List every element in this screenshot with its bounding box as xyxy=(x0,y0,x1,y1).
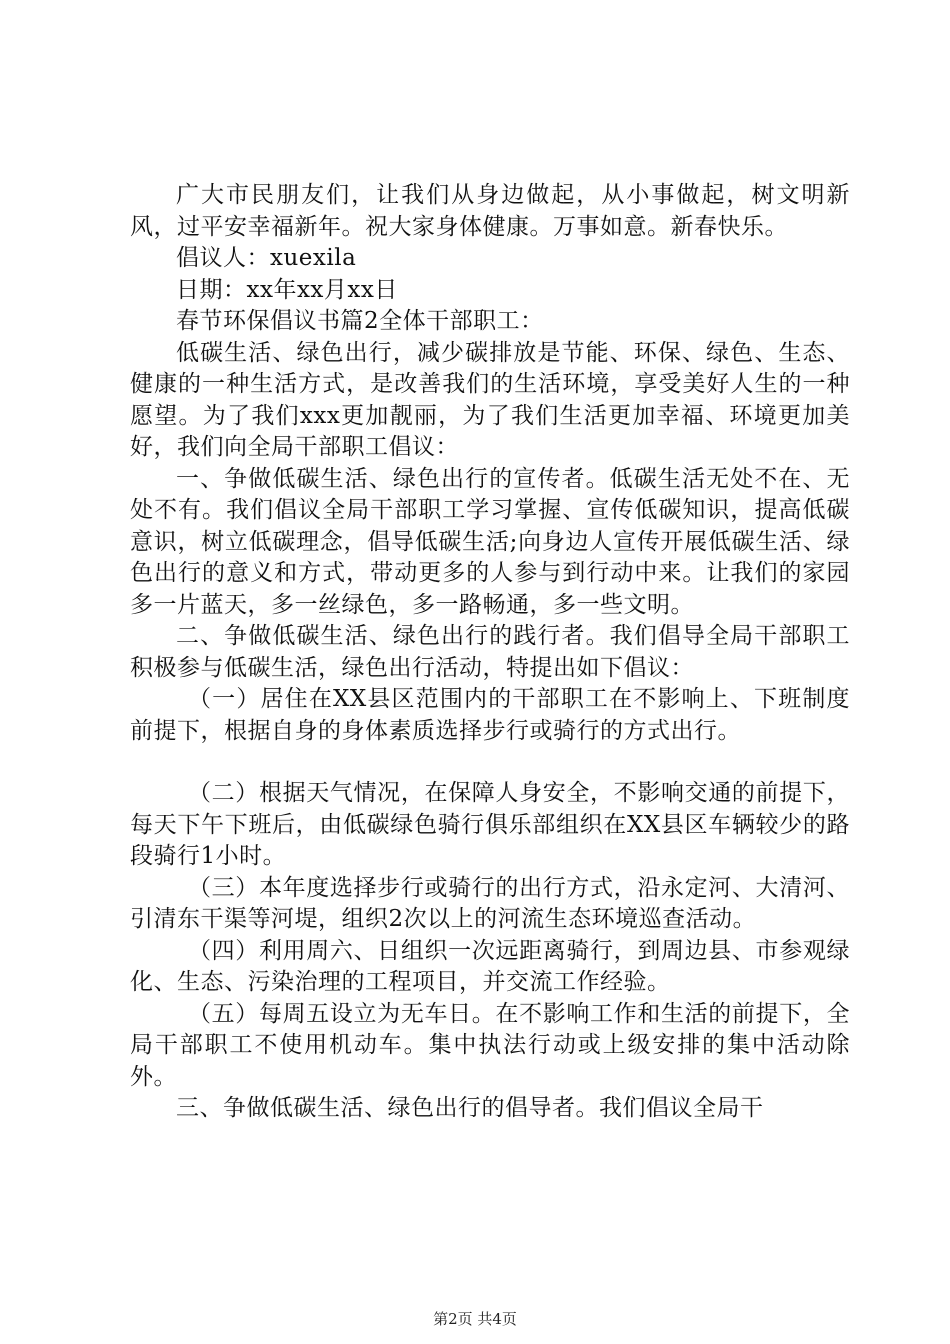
paragraph-subpoint-5: （五）每周五设立为无车日。在不影响工作和生活的前提下，全局干部职工不使用机动车。集中执法行动或上级安排的集中活动除外。 xyxy=(130,1000,850,1090)
paragraph-subpoint-2: （二）根据天气情况，在保障人身安全，不影响交通的前提下，每天下午下班后，由低碳绿色骑行俱乐部组织在XX县区车辆较少的路段骑行1小时。 xyxy=(130,780,850,869)
paragraph-closing-wishes: 广大市民朋友们，让我们从身边做起，从小事做起，树文明新风，过平安幸福新年。祝大家身体健康。万事如意。新春快乐。 xyxy=(130,182,850,240)
paragraph-intro: 低碳生活、绿色出行，减少碳排放是节能、环保、绿色、生态、健康的一种生活方式，是改善我们的生活环境，享受美好人生的一种愿望。为了我们xxx更加靓丽，为了我们生活更加幸福、环境更加美好，我们向全局干部职工倡议： xyxy=(130,339,850,460)
paragraph-point-2: 二、争做低碳生活、绿色出行的践行者。我们倡导全局干部职工积极参与低碳生活，绿色出行活动，特提出如下倡议： xyxy=(130,623,850,681)
document-body xyxy=(130,180,850,1125)
paragraph-article-2-heading: 春节环保倡议书篇2全体干部职工： xyxy=(176,308,544,334)
paragraph-date: 日期：xx年xx月xx日 xyxy=(176,276,398,303)
paragraph-subpoint-4: （四）利用周六、日组织一次远距离骑行，到周边县、市参观绿化、生态、污染治理的工程项目，并交流工作经验。 xyxy=(130,937,850,995)
paragraph-subpoint-3: （三）本年度选择步行或骑行的出行方式，沿永定河、大清河、引清东干渠等河堤，组织2次以上的河流生态环境巡查活动。 xyxy=(130,874,850,932)
page-number-footer: 第2页 共4页 xyxy=(433,1310,517,1328)
paragraph-proposer: 倡议人：xuexila xyxy=(176,245,357,271)
paragraph-point-1: 一、争做低碳生活、绿色出行的宣传者。低碳生活无处不在、无处不有。我们倡议全局干部职工学习掌握、宣传低碳知识，提高低碳意识，树立低碳理念，倡导低碳生活;向身边人宣传开展低碳生活、绿色出行的意义和方式，带动更多的人参与到行动中来。让我们的家园多一片蓝天，多一丝绿色，多一路畅通，多一些文明。 xyxy=(130,465,850,618)
paragraph-point-3: 三、争做低碳生活、绿色出行的倡导者。我们倡议全局干 xyxy=(176,1095,764,1121)
paragraph-subpoint-1: （一）居住在XX县区范围内的干部职工在不影响上、下班制度前提下，根据自身的身体素质选择步行或骑行的方式出行。 xyxy=(130,686,850,744)
paragraph-gap xyxy=(130,747,850,778)
